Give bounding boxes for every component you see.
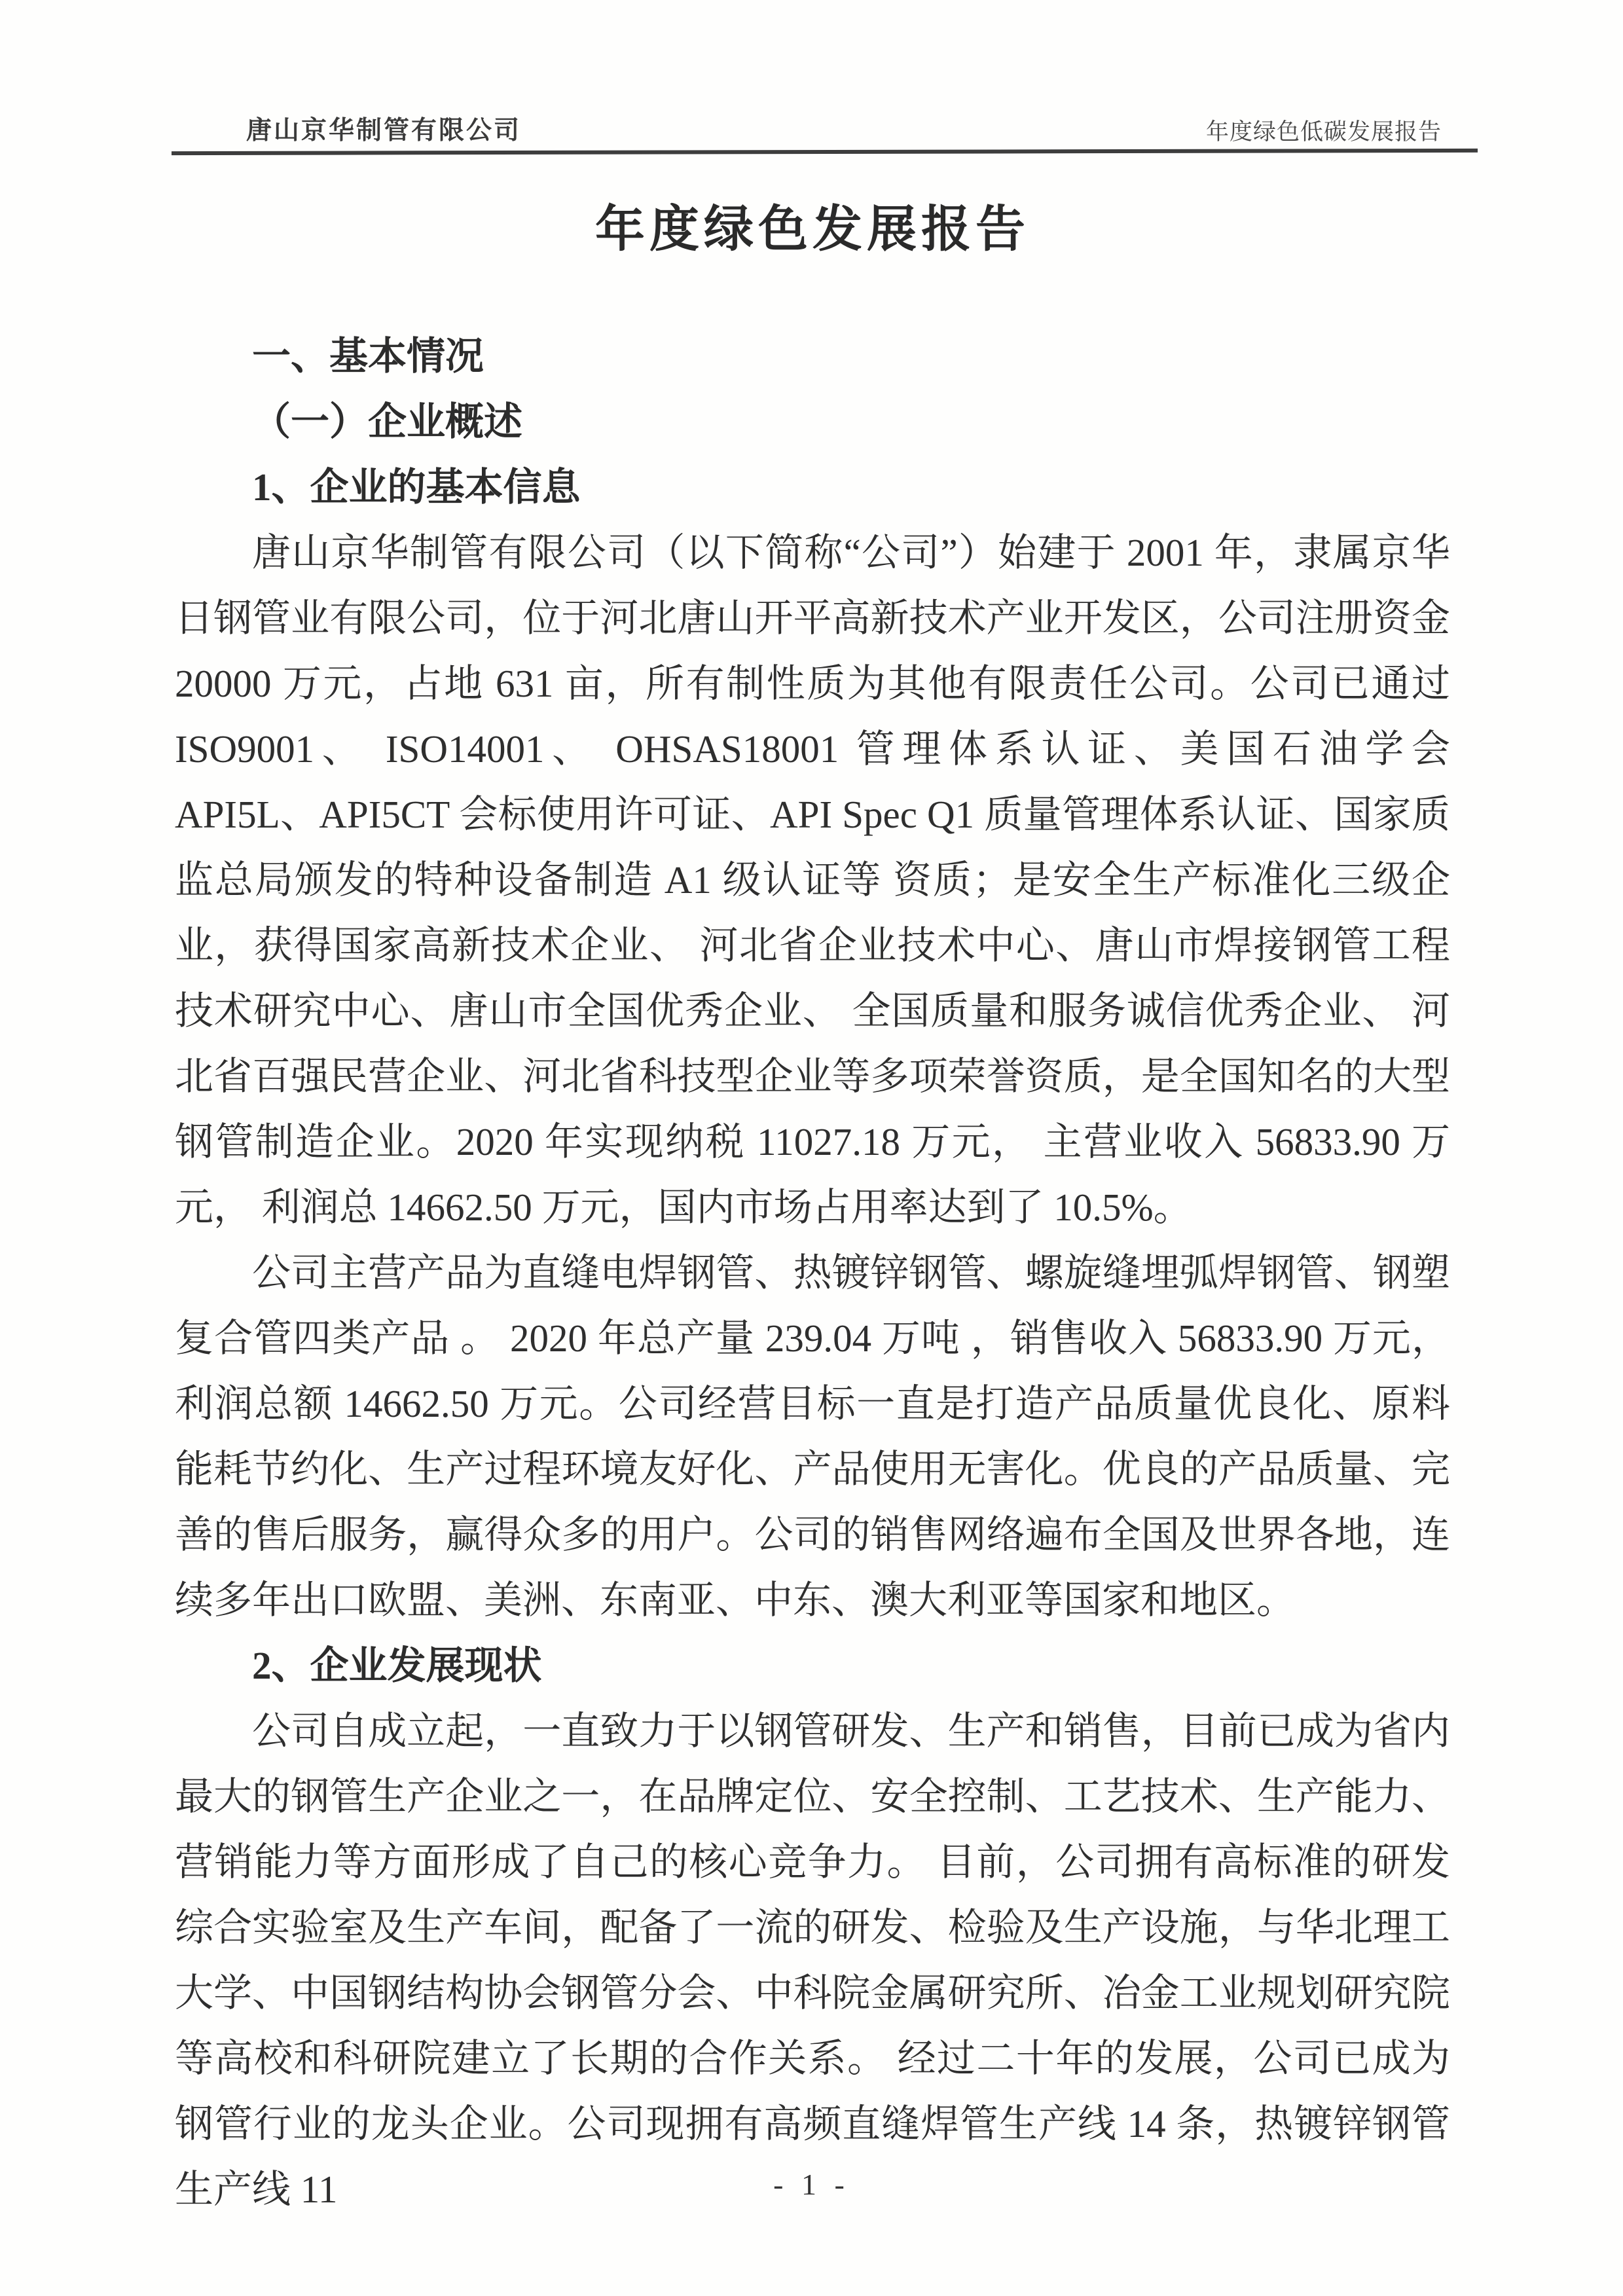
page-number: - 1 - (773, 2168, 850, 2201)
section-heading-company-overview: （一）企业概述 (252, 400, 523, 443)
document-body (175, 0, 1450, 2222)
paragraph-main-products: 公司主营产品为直缝电焊钢管、热镀锌钢管、螺旋缝埋弧焊钢管、钢塑复合管四类产品 。 2020 年总产量 239.04 万吨 ，销售收入 56833.90 万元，利润总额 14662.50 万元。公司经营目标一直是打造产品质量优良化、原料能耗节约化、生产过程环境友好化、产品使用无害化。优良的产品质量、完善的售后服务，赢得众多的用户。公司的销售网络遍布全国及世界各地，连续多年出口欧盟、美洲、东南亚、中东、澳大利亚等国家和地区。 (175, 1251, 1450, 1622)
paragraph-development-status: 公司自成立起，一直致力于以钢管研发、生产和销售，目前已成为省内最大的钢管生产企业之一，在品牌定位、安全控制、工艺技术、生产能力、 营销能力等方面形成了自己的核心竞争力。 目前，公司拥有高标准的研发综合实验室及生产车间，配备了一流的研发、检验及生产设施，与华北理工大学、中国钢结构协会钢管分会、中科院金属研究所、冶金工业规划研究院等高校和科研院建立了长期的合作关系。 经过二十年的发展，公司已成为钢管行业的龙头企业。公司现拥有高频直缝焊管生产线 14 条，热镀锌钢管生产线 11 (175, 1709, 1450, 2211)
section-heading-company-basic-info: 1、企业的基本信息 (252, 465, 581, 509)
header-company-name: 唐山京华制管有限公司 (246, 117, 522, 145)
page-footer (0, 2167, 1623, 2202)
paragraph-company-intro: 唐山京华制管有限公司（以下简称“公司”）始建于 2001 年，隶属京华日钢管业有限公司，位于河北唐山开平高新技术产业开发区，公司注册资金 20000 万元，占地 631 亩，所有制性质为其他有限责任公司。公司已通过 ISO9001、 ISO14001、 OHSAS18001 管理体系认证、美国石油学会 API5L、API5CT 会标使用许可证、API Spec Q1 质量管理体系认证、国家质监总局颁发的特种设备制造 A1 级认证等 资质；是安全生产标准化三级企业，获得国家高新技术企业、 河北省企业技术中心、唐山市焊接钢管工程技术研究中心、唐山市全国优秀企业、 全国质量和服务诚信优秀企业、 河北省百强民营企业、河北省科技型企业等多项荣誉资质，是全国知名的大型钢管制造企业。2020 年实现纳税 11027.18 万元， 主营业收入 56833.90 万元， 利润总 14662.50 万元，国内市场占用率达到了 10.5%。 (175, 531, 1450, 1229)
section-heading-development-status: 2、企业发展现状 (252, 1644, 542, 1687)
header-report-name: 年度绿色低碳发展报告 (1205, 119, 1442, 145)
report-title: 年度绿色发展报告 (595, 202, 1030, 257)
section-heading-basic-situation: 一、基本情况 (252, 335, 484, 378)
